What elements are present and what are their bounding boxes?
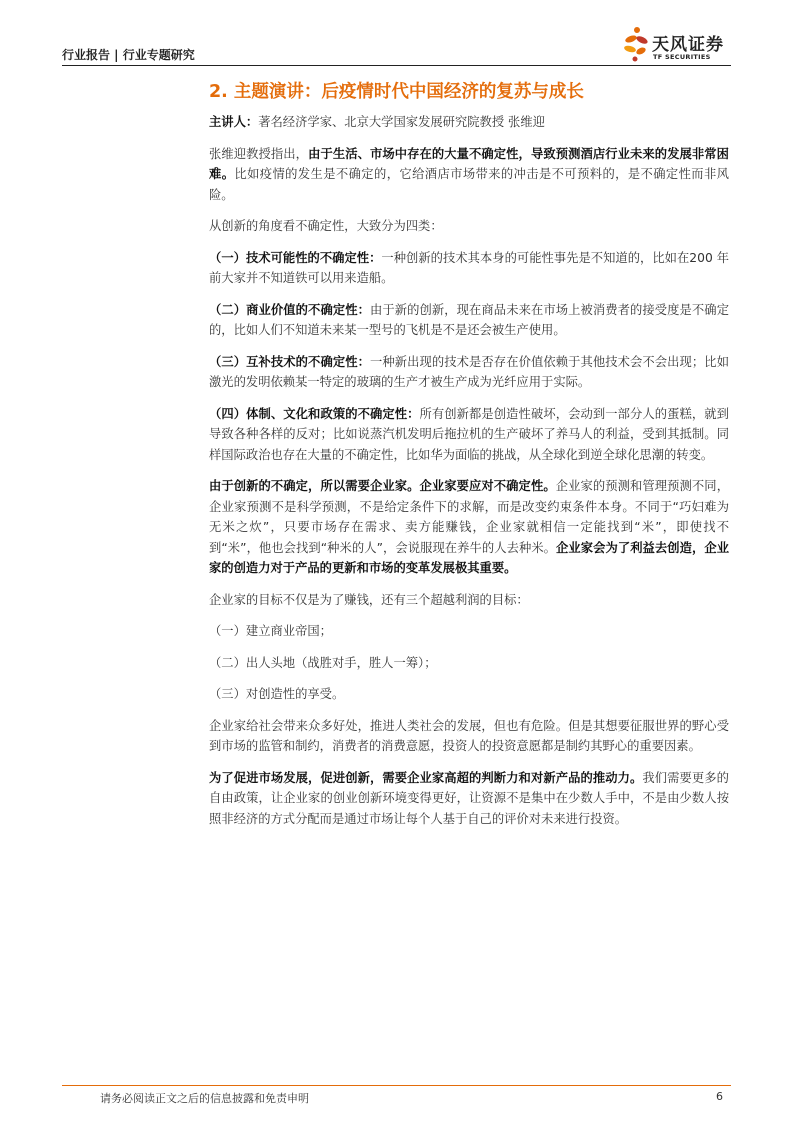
paragraph-5-text: 一种新出现的技术是否存在价值依赖于其他技术会不会出现；比如激光的发明依赖某一特定的玻璃的生产才被生产成为光纤应用于实际。 [209, 354, 729, 389]
paragraph-3 [209, 248, 729, 289]
paragraph-7-text: 企业家的预测和管理预测不同，企业家预测不是科学预测，不是给定条件下的求解，而是改变约束条件本身。不同于“巧妇难为无米之炊”，只要市场存在需求、卖方能赚钱，企业家就相信一定能找到“米”，即使找不到“米”，他也会找到“种米的人”，会说服现在养牛的人去种米。 [209, 479, 729, 555]
logo-petal-2 [635, 35, 648, 46]
speaker-text: 著名经济学家、北京大学国家发展研究院教授 张维迎 [258, 115, 545, 129]
paragraph-10-text: 我们需要更多的自由政策，让企业家的创业创新环境变得更好，让资源不是集中在少数人手中，不是由少数人按照非经济的方式分配而是通过市场让每个人基于自己的评价对未来进行投资。 [209, 770, 729, 826]
goal-item-3: （三）对创造性的享受。 [209, 687, 345, 701]
paragraph-1 [209, 144, 729, 206]
logo-dot-2 [633, 57, 638, 62]
paragraph-7-bold-1: 由于创新的不确定，所以需要企业家。企业家要应对不确定性。 [209, 479, 556, 493]
paragraph-7-bold-2: 企业家会为了利益去创造，企业家的创造力对于产品的更新和市场的变革发展极其重要。 [209, 540, 729, 575]
paragraph-4-text: 由于新的创新，现在商品未来在市场上被消费者的接受度是不确定的，比如人们不知道未来某一型号的飞机是不是还会被生产使用。 [209, 302, 729, 337]
paragraph-4-bold: （二）商业价值的不确定性： [209, 302, 370, 317]
logo-dot-1 [634, 27, 640, 33]
paragraph-10 [209, 768, 729, 830]
page-number: 6 [716, 1090, 723, 1103]
paragraph-8: 企业家的目标不仅是为了赚钱，还有三个超越利润的目标： [209, 592, 529, 607]
footer-rule [62, 1085, 731, 1086]
paragraph-1-bold: 由于生活、市场中存在的大量不确定性，导致预测酒店行业未来的发展非常困难。 [209, 146, 729, 181]
paragraph-1-text: 比如疫情的发生是不确定的，它给酒店市场带来的冲击是不可预料的，是不确定性而非风险。 [209, 167, 729, 202]
paragraph-5 [209, 352, 729, 393]
speaker-line [209, 112, 729, 133]
logo-en: TF SECURITIES [653, 53, 711, 61]
paragraph-6 [209, 404, 729, 466]
section-title: 2. 主题演讲：后疫情时代中国经济的复苏与成长 [209, 82, 584, 102]
goal-item-1: （一）建立商业帝国； [209, 624, 332, 638]
content [209, 112, 729, 840]
paragraph-7 [209, 476, 729, 579]
paragraph-6-bold: （四）体制、文化和政策的不确定性： [209, 406, 420, 421]
header-rule [62, 65, 731, 66]
paragraph-6-text: 所有创新都是创造性破坏，会动到一部分人的蛋糕，就到导致各种各样的反对；比如说蒸汽机发明后拖拉机的生产破坏了养马人的利益，受到其抵制。同样国际政治也存在大量的不确定性，比如华为面临的挑战，从全球化到逆全球化思潮的转变。 [209, 406, 729, 462]
paragraph-3-text: 一种创新的技术其本身的可能性事先是不知道的，比如在200 年前大家并不知道铁可以用来造船。 [209, 250, 729, 285]
paragraph-2: 从创新的角度看不确定性，大致分为四类： [209, 219, 443, 233]
logo-cn: 天风证券 [652, 35, 724, 55]
logo [622, 26, 734, 64]
logo-petal-3 [623, 45, 636, 54]
speaker-label: 主讲人： [209, 115, 259, 129]
paragraph-1-intro: 张维迎教授指出， [209, 146, 309, 161]
paragraph-5-bold: （三）互补技术的不确定性： [209, 354, 370, 369]
logo-petal-4 [635, 46, 647, 56]
paragraph-9: 企业家给社会带来众多好处，推进人类社会的发展，但也有危险。但是其想要征服世界的野心受到市场的监管和制约，消费者的消费意愿，投资人的投资意愿都是制约其野心的重要因素。 [209, 718, 729, 753]
paragraph-4 [209, 300, 729, 341]
footer-disclaimer: 请务必阅读正文之后的信息披露和免责申明 [100, 1092, 309, 1105]
goal-item-2: （二）出人头地（战胜对手，胜人一筹）； [209, 655, 437, 670]
tf-logo-icon [622, 26, 652, 64]
header-title: 行业报告 | 行业专题研究 [62, 48, 195, 62]
paragraph-3-bold: （一）技术可能性的不确定性： [209, 250, 382, 265]
logo-petal-1 [624, 34, 637, 44]
paragraph-10-bold: 为了促进市场发展，促进创新，需要企业家高超的判断力和对新产品的推动力。 [209, 770, 643, 785]
